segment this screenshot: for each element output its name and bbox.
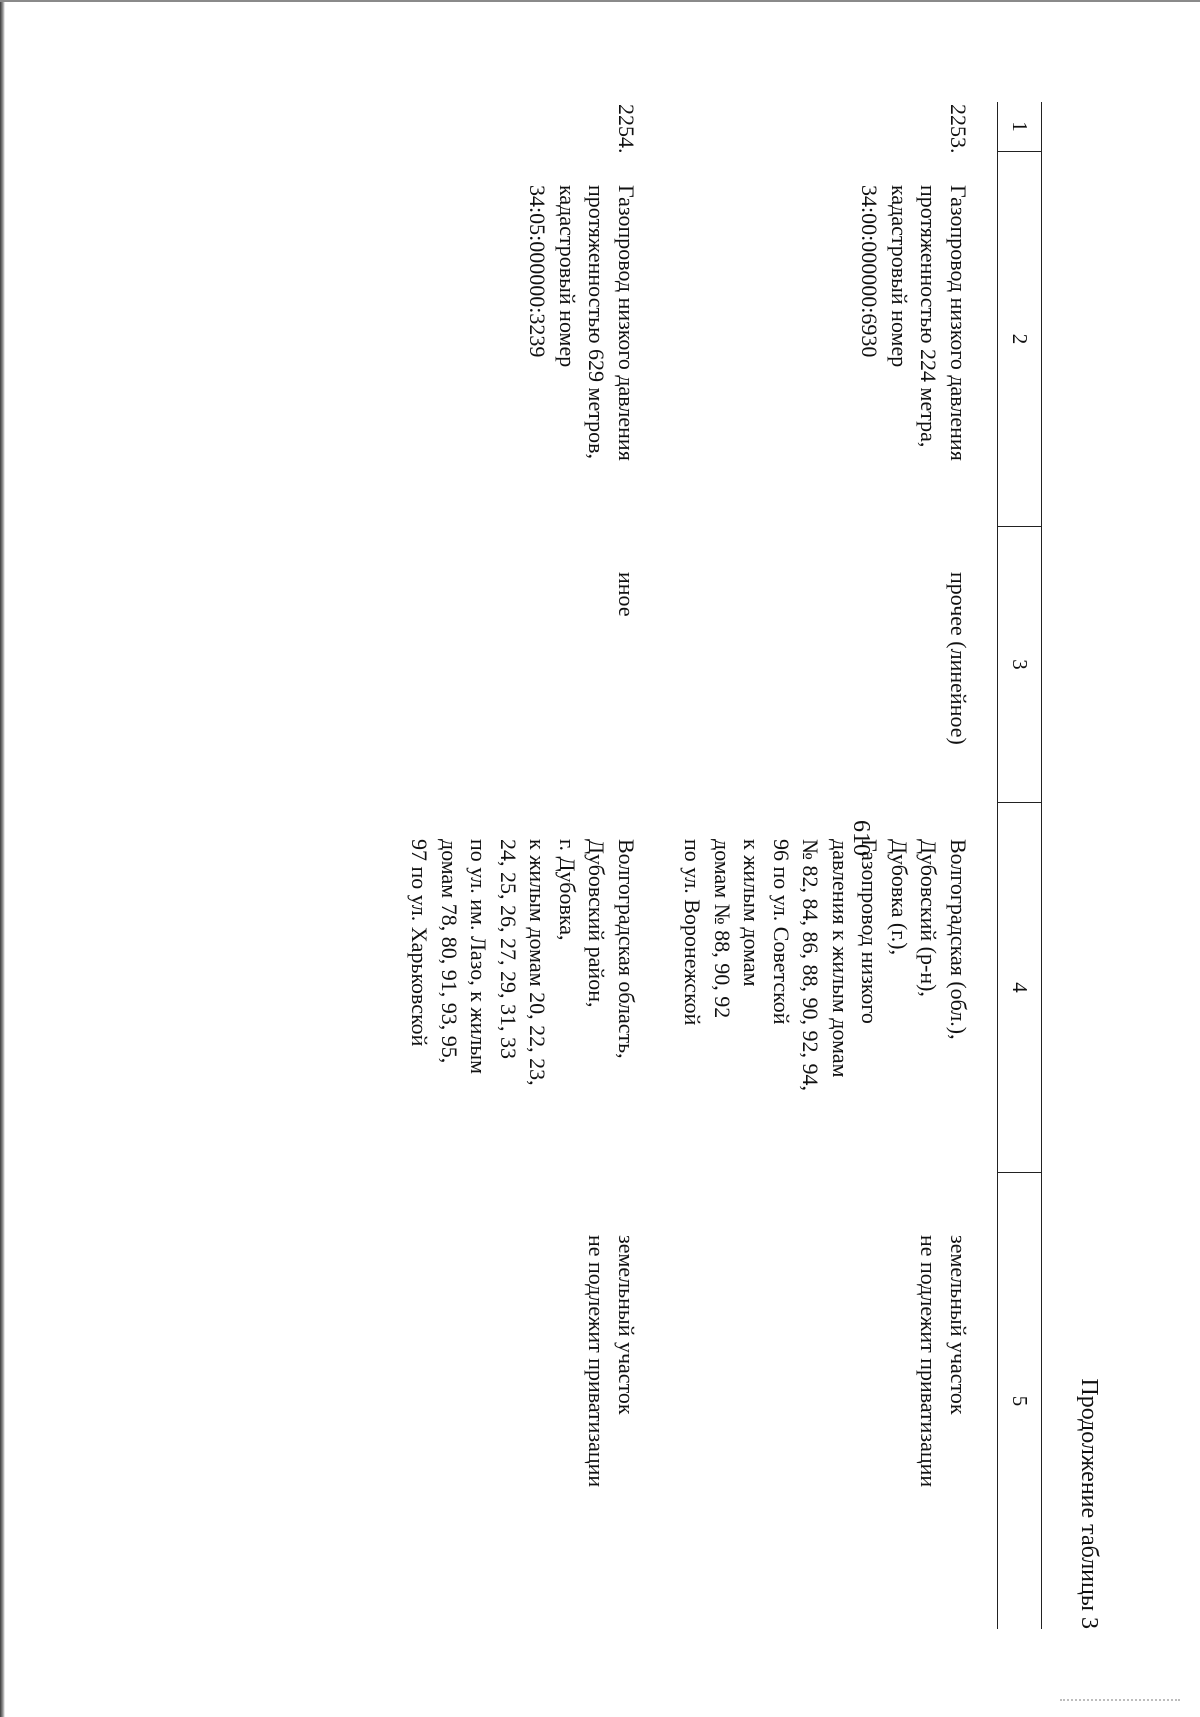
address-line: Дубовка (г.), [887, 839, 912, 956]
address-line: к жилым домам [739, 839, 765, 987]
object-name-line: 34:00:000000:6930 [857, 185, 883, 358]
address-line: Волгоградская область, [614, 839, 639, 1059]
object-name-line: кадастровый номер [887, 185, 912, 368]
column-header-2: 2 [998, 152, 1041, 527]
address-line: Газопровод низкого [857, 839, 883, 1024]
property-table [305, 102, 1042, 1629]
object-type-cell [665, 527, 997, 803]
object-name-line: протяженностью 629 метров, [584, 185, 610, 460]
object-name-cell [305, 152, 665, 527]
row-number-cell [305, 102, 665, 152]
column-header-3: 3 [998, 527, 1041, 803]
address-line: домам 78, 80, 91, 93, 95, [437, 839, 462, 1064]
address-line: 96 по ул. Советской [769, 839, 794, 1025]
address-line: домам № 88, 90, 92 [710, 839, 735, 1019]
row-number-cell [665, 102, 997, 152]
address-line: по ул. Воронежской [680, 839, 706, 1026]
address-line: давления к жилым домам [828, 839, 853, 1078]
column-header-5: 5 [1008, 1395, 1032, 1407]
note-line: земельный участок [614, 1235, 639, 1415]
address-line: 24, 25, 26, 27, 29, 31, 33 [496, 839, 521, 1059]
table-header-row [997, 102, 1042, 1629]
object-name-line: 34:05:000000:3239 [525, 185, 551, 358]
address-line: г. Дубовка, [555, 839, 580, 941]
column-header-4: 4 [998, 803, 1041, 1173]
address-line: по ул. им. Лазо, к жилым [466, 839, 492, 1075]
object-name-line: кадастровый номер [555, 185, 580, 368]
object-type: прочее (линейное) [946, 572, 971, 745]
table-continuation-label: Продолжение таблицы 3 [1076, 1378, 1102, 1629]
column-header-1: 1 [998, 102, 1041, 152]
note-line: не подлежит приватизации [916, 1235, 942, 1488]
object-type: иное [614, 572, 639, 617]
object-name-line: протяженностью 224 метра, [916, 185, 942, 448]
object-name-line: Газопровод низкого давления [946, 185, 971, 461]
object-name-cell [665, 152, 997, 527]
address-line: № 82, 84, 86, 88, 90, 92, 94, [798, 839, 824, 1091]
object-address-cell [305, 803, 665, 1173]
address-line: 97 по ул. Харьковской [407, 839, 433, 1047]
note-line: не подлежит приватизации [584, 1235, 610, 1488]
address-line: Дубовский (р-н), [916, 839, 942, 997]
row-number: 2253. [946, 104, 971, 154]
address-line: Дубовский район, [584, 839, 610, 1008]
object-type-cell [305, 527, 665, 803]
row-number: 2254. [614, 104, 639, 154]
note-line: земельный участок [946, 1235, 971, 1415]
table-row [665, 102, 997, 1629]
object-address-cell [665, 803, 997, 1173]
page-number: 610 [848, 820, 874, 856]
table-row [305, 102, 665, 1629]
address-line: Волгоградская (обл.), [946, 839, 971, 1040]
object-note-cell [665, 1173, 997, 1629]
object-name-line: Газопровод низкого давления [614, 185, 639, 461]
object-note-cell [305, 1173, 665, 1629]
address-line: к жилым домам 20, 22, 23, [525, 839, 551, 1086]
